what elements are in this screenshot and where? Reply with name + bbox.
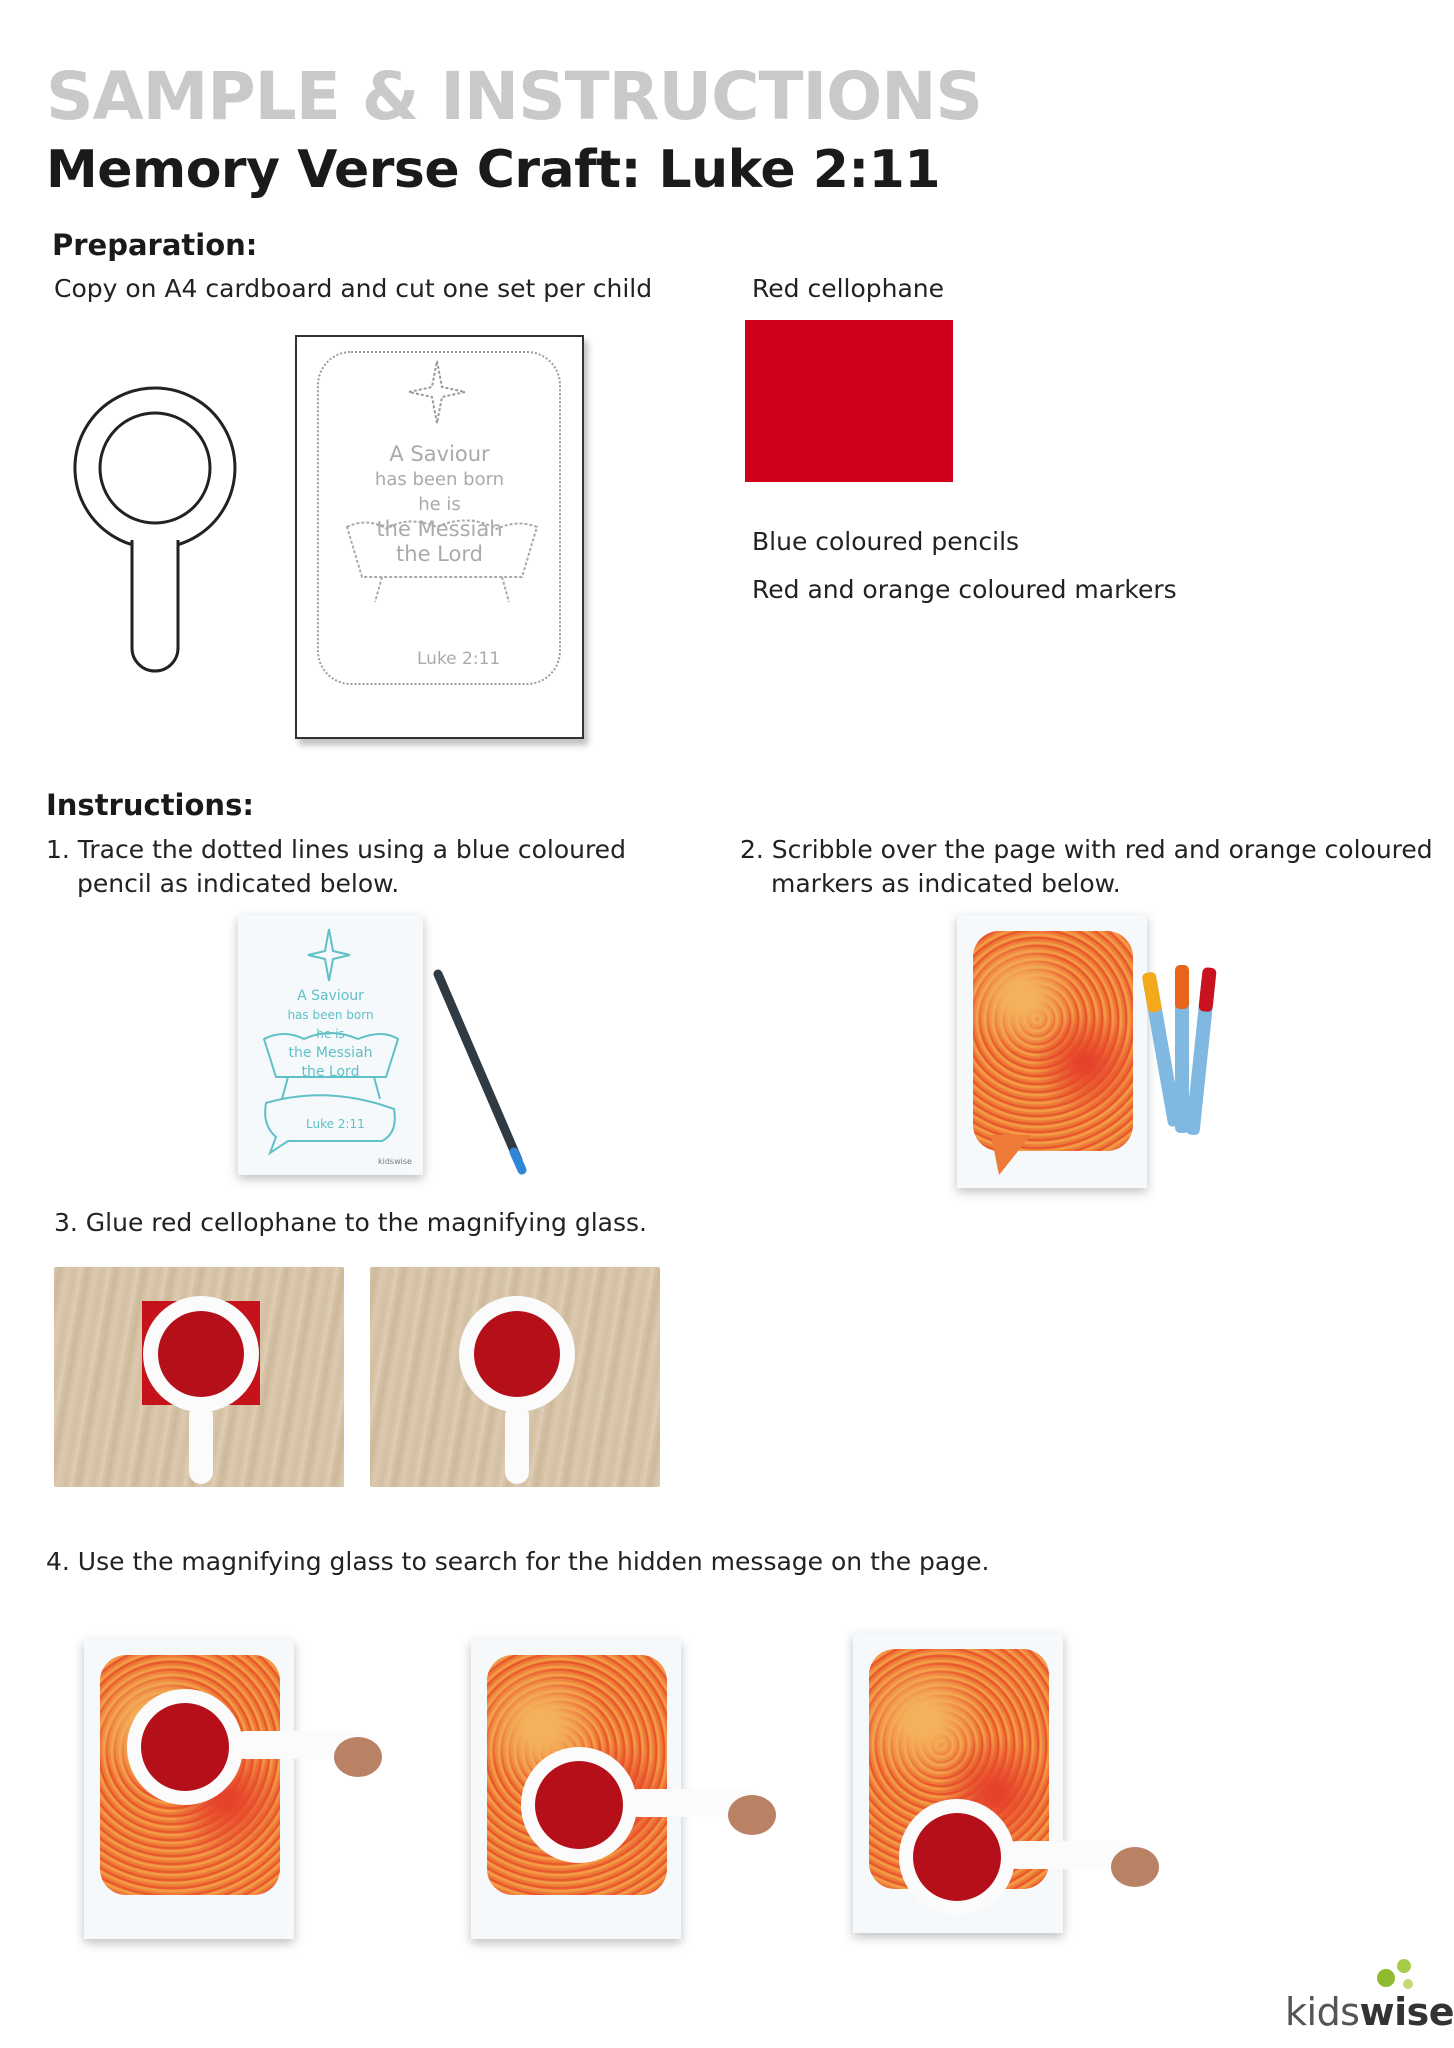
- speech-tail: [991, 1135, 1031, 1175]
- traced-line-5: the Lord: [301, 1064, 360, 1080]
- scribbled-card: [957, 915, 1147, 1188]
- card-line-1: A Saviour: [389, 442, 490, 466]
- step-4-text: 4. Use the magnifying glass to search for the hidden message on the page.: [46, 1547, 990, 1576]
- printable-card-template: [295, 335, 584, 739]
- step-4-photo-2: [455, 1625, 773, 1950]
- star-icon: [407, 359, 467, 425]
- red-cellophane-label: Red cellophane: [752, 274, 945, 303]
- step-1-line-2: pencil as indicated below.: [77, 869, 400, 898]
- kidswise-logo: [1285, 1990, 1454, 2034]
- traced-brand: kidswise: [378, 1157, 412, 1166]
- logo-dots-icon: [1372, 1948, 1418, 1994]
- traced-line-1: A Saviour: [297, 988, 364, 1004]
- step-2-line-2: markers as indicated below.: [771, 869, 1121, 898]
- step-2-line-1: 2. Scribble over the page with red and orange coloured: [740, 835, 1433, 864]
- step-4-photo-3: [845, 1625, 1165, 1950]
- finished-magnifier-icon: [452, 1289, 582, 1489]
- traced-scene-icon: [258, 1025, 403, 1155]
- markers-label: Red and orange coloured markers: [752, 575, 1177, 604]
- magnifier-template-icon: [60, 380, 250, 670]
- magnifier-with-cellophane-icon: [136, 1289, 266, 1489]
- markers-icon: [1153, 961, 1213, 1171]
- traced-star-icon: [306, 927, 352, 983]
- instructions-heading: Instructions:: [46, 788, 254, 822]
- step-4-photo-1: [68, 1625, 386, 1950]
- step-2-photo: [955, 913, 1215, 1193]
- red-cellophane-swatch: [745, 320, 953, 482]
- blue-pencils-label: Blue coloured pencils: [752, 527, 1020, 556]
- step-1-line-1: 1. Trace the dotted lines using a blue coloured: [46, 835, 626, 864]
- card-line-2: has been born: [374, 469, 505, 490]
- traced-line-3: he is: [316, 1027, 345, 1041]
- page-title: Memory Verse Craft: Luke 2:11: [46, 140, 941, 200]
- search-magnifier-2-icon: [517, 1743, 777, 1883]
- traced-line-2: has been born: [287, 1008, 374, 1022]
- step-3-photo-left: [54, 1267, 344, 1487]
- step-1-photo: [236, 913, 552, 1178]
- copy-instruction: Copy on A4 cardboard and cut one set per child: [54, 274, 653, 303]
- search-magnifier-1-icon: [123, 1685, 383, 1825]
- card-line-5: the Lord: [396, 542, 483, 566]
- blue-pencil-icon: [426, 968, 546, 1178]
- logo-suffix: wise: [1359, 1990, 1454, 2034]
- preparation-heading: Preparation:: [52, 228, 258, 262]
- step-3-text: 3. Glue red cellophane to the magnifying glass.: [54, 1208, 647, 1237]
- traced-reference: Luke 2:11: [306, 1117, 365, 1131]
- manger-icon: [337, 507, 547, 607]
- traced-line-4: the Messiah: [288, 1045, 373, 1061]
- logo-prefix: kids: [1285, 1990, 1360, 2034]
- eyebrow-heading: SAMPLE & INSTRUCTIONS: [46, 58, 982, 135]
- step-3-photo-right: [370, 1267, 660, 1487]
- card-line-3: he is: [418, 494, 461, 515]
- scribble-area: [973, 931, 1133, 1151]
- traced-card: [238, 915, 423, 1175]
- search-magnifier-3-icon: [895, 1795, 1163, 1935]
- card-reference: Luke 2:11: [417, 649, 501, 669]
- card-line-4: the Messiah: [376, 517, 503, 541]
